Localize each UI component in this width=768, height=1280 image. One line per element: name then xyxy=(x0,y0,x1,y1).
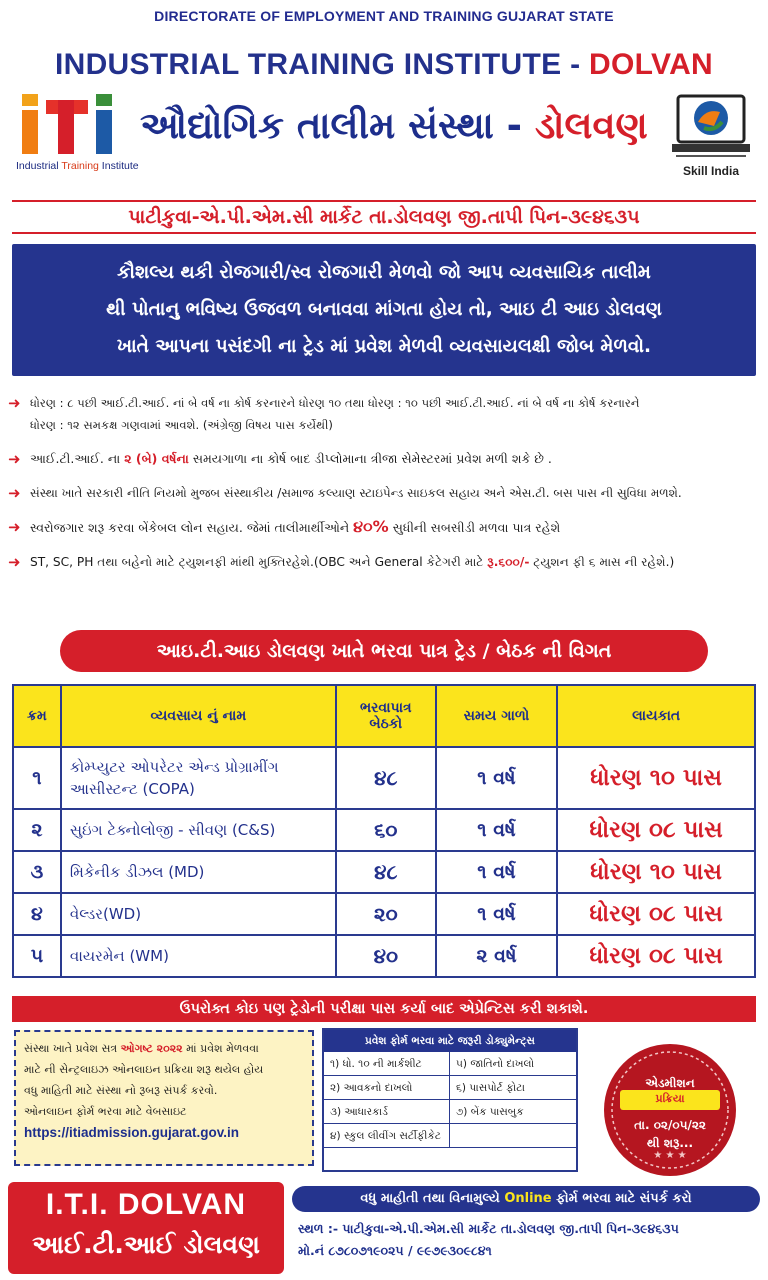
document-item: ૩) આધારકાર્ડ xyxy=(324,1100,450,1124)
info-text: માં પ્રવેશ મેળવવા xyxy=(182,1042,259,1055)
gujarati-title-place: ડોલવણ xyxy=(534,104,648,147)
benefit-item xyxy=(8,482,760,504)
subsidy-percent: ૪૦% xyxy=(353,517,389,536)
seal-line2: પ્રક્રિયા xyxy=(655,1092,685,1105)
intro-box xyxy=(12,244,756,376)
trade-name-line1: કોમ્પ્યુટર ઓપરેટર એન્ડ પ્રોગ્રામીંગ xyxy=(69,758,279,776)
row-trade-name: વેલ્ડર(WD) xyxy=(61,893,336,935)
footer-phone[interactable]: મો.નં ૮૭૮૦૭૧૯૦૨૫ / ૯૯૭૯૩૦૯૮૪૧ xyxy=(298,1243,492,1258)
info-text: સંસ્થા ખાતે પ્રવેશ સત્ર xyxy=(24,1042,121,1055)
arrow-right-icon: ➜ xyxy=(8,518,21,536)
benefit-highlight: ૨ (બે) વર્ષના xyxy=(124,451,189,466)
row-trade-name: વાયરમેન (WM) xyxy=(61,935,336,977)
row-seats: ૨૦ xyxy=(336,893,436,935)
trade-banner: આઇ.ટી.આઇ ડોલવણ ખાતે ભરવા પાત્ર ટ્રેડ / બેઠક ની વિગત xyxy=(60,630,708,672)
header-sr: ક્રમ xyxy=(13,685,61,747)
benefit-text: સ્વરોજગાર શરૂ કરવા બેંકેબલ લોન સહાય. જેમાં તાલીમાર્થીઓને xyxy=(30,520,354,535)
benefit-item xyxy=(8,448,760,470)
header-qualification: લાયકાત xyxy=(557,685,755,747)
document-item: ૫) જાતિનો દાખલો xyxy=(450,1052,576,1076)
gujarati-title xyxy=(140,104,648,148)
seal-badge-icon xyxy=(590,1040,750,1180)
benefit-text: ST, SC, PH તથા બહેનો માટે ટ્યુશનફી માંથી મુક્તિરહેશે.(OBC અને General કેટેગરી માટે xyxy=(30,555,488,569)
institute-title-place: DOLVAN xyxy=(589,48,714,81)
contact-cta xyxy=(292,1186,760,1212)
row-duration: ૧ વર્ષ xyxy=(436,851,558,893)
arrow-right-icon: ➜ xyxy=(8,450,21,468)
skill-india-icon xyxy=(670,92,752,164)
apprentice-note: ઉપરોક્ત કોઇ પણ ટ્રેડોની પરીક્ષા પાસ કર્યા બાદ એપ્રેન્ટિસ કરી શકાશે. xyxy=(12,996,756,1022)
row-duration: ૨ વર્ષ xyxy=(436,935,558,977)
row-qualification: ધોરણ ૦૮ પાસ xyxy=(557,935,755,977)
benefit-item xyxy=(8,392,760,436)
document-item: ૧) ધો. ૧૦ ની માર્કશીટ xyxy=(324,1052,450,1076)
header-seats xyxy=(336,685,436,747)
table-row xyxy=(13,935,755,977)
row-sr: ૨ xyxy=(13,809,61,851)
row-duration: ૧ વર્ષ xyxy=(436,747,558,809)
info-line xyxy=(24,1038,304,1059)
intro-line: ખાતે આપના પસંદગી ના ટ્રેડ માં પ્રવેશ મેળવી વ્યવસાયલક્ષી જોબ મેળવો. xyxy=(116,336,652,357)
document-item: ૭) બેંક પાસબુક xyxy=(450,1100,576,1124)
table-row xyxy=(13,747,755,809)
benefit-item xyxy=(8,551,760,573)
seal-line1: એડમીશન xyxy=(645,1076,695,1090)
intro-line: કૌશલ્ય થકી રોજગારી/સ્વ રોજગારી મેળવો જો આપ વ્યવસાયિક તાલીમ xyxy=(117,262,651,283)
table-row xyxy=(13,893,755,935)
trade-table xyxy=(12,684,756,978)
skill-india-logo xyxy=(670,92,752,188)
header-seats-line2: બેઠકો xyxy=(369,716,403,732)
institute-title-main: INDUSTRIAL TRAINING INSTITUTE - xyxy=(54,48,589,81)
header-trade-name: વ્યવસાય નું નામ xyxy=(61,685,336,747)
row-trade-name xyxy=(61,747,336,809)
benefit-text: આઈ.ટી.આઈ. ના xyxy=(30,451,125,466)
row-qualification: ધોરણ ૦૮ પાસ xyxy=(557,893,755,935)
benefit-text: સમયગાળા ના કોર્ષ બાદ ડીપ્લોમાના ત્રીજા સેમેસ્ટરમાં પ્રવેશ મળી શકે છે . xyxy=(188,451,552,466)
table-header-row xyxy=(13,685,755,747)
documents-box xyxy=(322,1028,578,1172)
document-item: ૪) સ્કુલ લીવીંગ સર્ટીફીકેટ xyxy=(324,1124,450,1148)
row-sr: ૧ xyxy=(13,747,61,809)
admission-website-link[interactable]: https://itiadmission.gujarat.gov.in xyxy=(24,1125,240,1140)
row-sr: ૫ xyxy=(13,935,61,977)
footer-contact xyxy=(292,1186,760,1274)
iti-logo xyxy=(16,94,139,180)
directorate-heading: DIRECTORATE OF EMPLOYMENT AND TRAINING GUJARAT STATE xyxy=(154,8,614,24)
footer-address: સ્થળ :- પાટીકુવા-એ.પી.એમ.સી માર્કેટ તા.ડોલવણ જી.તાપી પિન-૩૯૪૬૩૫ xyxy=(298,1221,679,1236)
cta-online: Online xyxy=(504,1191,552,1206)
benefit-text: સુધીની સબસીડી મળવા પાત્ર રહેશે xyxy=(388,520,561,535)
document-item: ૨) આવકનો દાખલો xyxy=(324,1076,450,1100)
trade-name-line2: આસીસ્ટન્ટ (COPA) xyxy=(69,780,195,798)
document-item: ૬) પાસપોર્ટ ફોટા xyxy=(450,1076,576,1100)
gujarati-title-main: ઔદ્યોગિક તાલીમ સંસ્થા - xyxy=(140,104,535,147)
svg-text:★ ★ ★: ★ ★ ★ xyxy=(653,1150,687,1161)
row-duration: ૧ વર્ષ xyxy=(436,893,558,935)
address-bar: પાટીકુવા-એ.પી.એમ.સી માર્કેટ તા.ડોલવણ જી.તાપી પિન-૩૯૪૬૩૫ xyxy=(12,200,756,234)
document-item xyxy=(450,1124,576,1148)
info-line: વધુ માહિતી માટે સંસ્થા નો રૂબરૂ સંપર્ક કરવો. xyxy=(24,1084,218,1097)
cta-text: ફોર્મ ભરવા માટે સંપર્ક કરો xyxy=(551,1191,692,1206)
header-duration: સમય ગાળો xyxy=(436,685,558,747)
arrow-right-icon: ➜ xyxy=(8,484,21,502)
benefit-text: ધોરણ : ૮ પછી આઈ.ટી.આઈ. નાં બે વર્ષ ના કોર્ષ કરનારને ધોરણ ૧૦ તથા ધોરણ : ૧૦ પછી આઈ.ટી.આઈ. નાં બે વર્ષ ના કોર્ષ કરનારને xyxy=(30,396,640,410)
benefit-text: સંસ્થા ખાતે સરકારી નીતિ નિયમો મુજબ સંસ્થાકીય /સમાજ કલ્યાણ સ્ટાઇપેન્ડ સાઇકલ સહાય અને એસ.ટી. બસ પાસ ની સુવિધા મળશે. xyxy=(30,486,682,500)
documents-grid xyxy=(324,1052,576,1148)
iti-letters-icon xyxy=(20,94,130,154)
row-qualification: ધોરણ ૧૦ પાસ xyxy=(557,747,755,809)
admission-info-box xyxy=(14,1030,314,1166)
cta-text: વધુ માહીતી તથા વિનામુલ્યે xyxy=(360,1191,505,1206)
row-seats: ૪૮ xyxy=(336,851,436,893)
row-qualification: ધોરણ ૧૦ પાસ xyxy=(557,851,755,893)
header-seats-line1: ભરવાપાત્ર xyxy=(359,700,412,716)
row-seats: ૬૦ xyxy=(336,809,436,851)
benefit-item xyxy=(8,516,760,539)
iti-caption-part3: Institute xyxy=(98,160,139,172)
row-seats: ૪૮ xyxy=(336,747,436,809)
seal-line4: થી શરૂ... xyxy=(646,1136,694,1150)
footer-name-gujarati: આઈ.ટી.આઈ ડોલવણ xyxy=(32,1230,260,1259)
row-sr: ૩ xyxy=(13,851,61,893)
seal-date: તા. ૦૨/૦૫/૨૨ xyxy=(634,1118,706,1132)
arrow-right-icon: ➜ xyxy=(8,553,21,571)
fee-amount: રૂ.૬૦૦/- xyxy=(487,555,530,569)
footer-brand xyxy=(8,1182,284,1274)
benefits-list xyxy=(8,392,760,585)
row-trade-name: મિકેનીક ડીઝલ (MD) xyxy=(61,851,336,893)
row-trade-name: સુઇંગ ટેક્નોલોજી - સીવણ (C&S) xyxy=(61,809,336,851)
row-sr: ૪ xyxy=(13,893,61,935)
info-line: માટે ની સેન્ટ્રલાઇઝ ઓનલાઇન પ્રક્રિયા શરૂ થયેલ હોય xyxy=(24,1063,264,1076)
session-highlight: ઓગષ્ટ ૨૦૨૨ xyxy=(120,1042,183,1055)
row-seats: ૪૦ xyxy=(336,935,436,977)
row-qualification: ધોરણ ૦૮ પાસ xyxy=(557,809,755,851)
table-row xyxy=(13,809,755,851)
skill-india-caption: Skill India xyxy=(682,164,739,178)
iti-logo-caption xyxy=(16,160,139,172)
iti-caption-part1: Industrial xyxy=(16,160,62,172)
admission-date-seal xyxy=(590,1040,750,1180)
benefit-text: ટ્યુશન ફી ૬ માસ ની રહેશે.) xyxy=(529,555,675,569)
iti-caption-part2: Training xyxy=(61,160,99,172)
benefit-text: ધોરણ : ૧૨ સમકક્ષ ગણવામાં આવશે. (અંગ્રેજી વિષય પાસ કર્યેથી) xyxy=(30,418,333,432)
footer-name-english: I.T.I. DOLVAN xyxy=(45,1188,247,1221)
institute-title xyxy=(0,48,768,82)
row-duration: ૧ વર્ષ xyxy=(436,809,558,851)
documents-header: પ્રવેશ ફોર્મ ભરવા માટે જરૂરી ડોક્યુમેન્ટ્સ xyxy=(324,1030,576,1052)
info-line: ઓનલાઇન ફોર્મ ભરવા માટે વેબસાઇટ xyxy=(24,1105,187,1118)
table-row xyxy=(13,851,755,893)
arrow-right-icon: ➜ xyxy=(8,394,21,412)
intro-line: થી પોતાનુ ભવિષ્ય ઉજવળ બનાવવા માંગતા હોય તો, આઇ ટી આઇ ડોલવણ xyxy=(106,299,662,320)
